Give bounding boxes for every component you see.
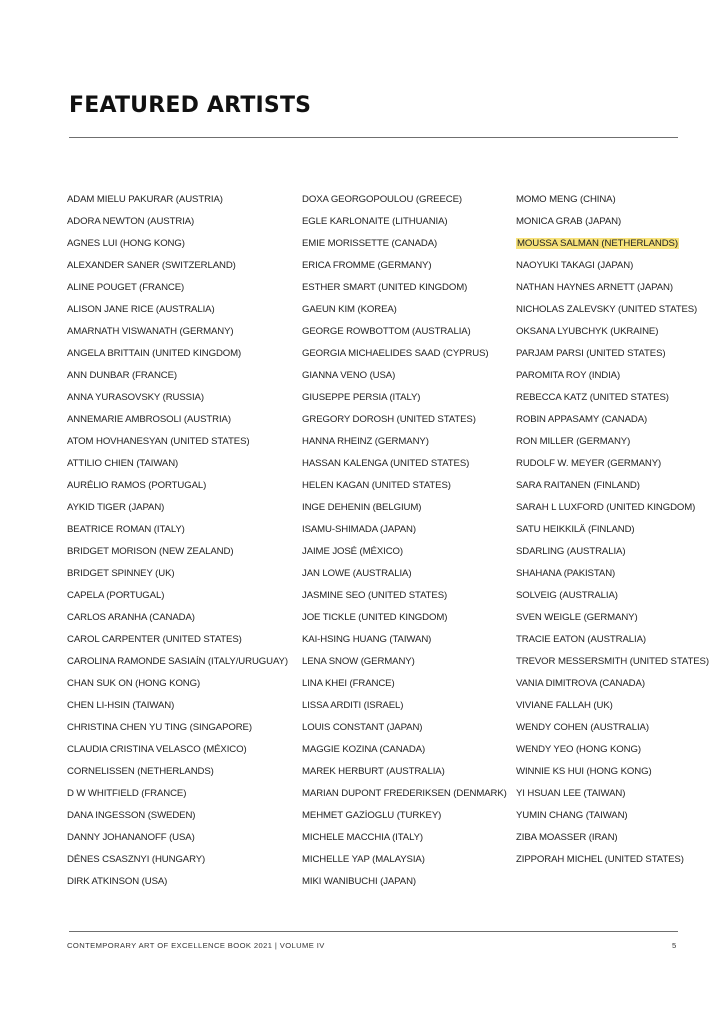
artist-list-item bbox=[302, 739, 507, 761]
artist-name: ERICA FROMME (GERMANY) bbox=[302, 260, 432, 271]
artist-list-item bbox=[516, 277, 709, 299]
artist-list-item bbox=[516, 717, 709, 739]
artist-list-item bbox=[516, 827, 709, 849]
artist-name: DOXA GEORGOPOULOU (GREECE) bbox=[302, 194, 462, 205]
artist-name: ATTILIO CHIEN (TAIWAN) bbox=[67, 458, 179, 469]
artist-name: EGLE KARLONAITE (LITHUANIA) bbox=[302, 216, 448, 227]
artist-list-item bbox=[67, 783, 288, 805]
artist-list-item bbox=[302, 849, 507, 871]
artist-list-item bbox=[302, 475, 507, 497]
artist-name: GREGORY DOROSH (UNITED STATES) bbox=[302, 414, 476, 425]
artist-list-item bbox=[302, 321, 507, 343]
artist-list-item bbox=[67, 849, 288, 871]
artist-list-item bbox=[67, 739, 288, 761]
artist-list-item bbox=[302, 761, 507, 783]
artist-list-item bbox=[302, 871, 507, 893]
artist-name: RON MILLER (GERMANY) bbox=[516, 436, 631, 447]
artist-list-item bbox=[516, 541, 709, 563]
artist-list-item bbox=[302, 783, 507, 805]
artist-name: MAGGIE KOZINA (CANADA) bbox=[302, 744, 426, 755]
artist-list-item bbox=[67, 431, 288, 453]
artist-name: YI HSUAN LEE (TAIWAN) bbox=[516, 788, 626, 799]
artist-name: ANN DUNBAR (FRANCE) bbox=[67, 370, 178, 381]
artist-name: HELEN KAGAN (UNITED STATES) bbox=[302, 480, 451, 491]
artist-list-item bbox=[302, 365, 507, 387]
artist-list-item bbox=[67, 629, 288, 651]
artist-list-item bbox=[302, 585, 507, 607]
artist-name: DANNY JOHANANOFF (USA) bbox=[67, 832, 195, 843]
artist-name: ZIPPORAH MICHEL (UNITED STATES) bbox=[516, 854, 684, 865]
artist-list-item bbox=[302, 827, 507, 849]
artist-name: NATHAN HAYNES ARNETT (JAPAN) bbox=[516, 282, 673, 293]
artist-list-item bbox=[302, 431, 507, 453]
artist-list-item bbox=[67, 519, 288, 541]
artist-name: MIKI WANIBUCHI (JAPAN) bbox=[302, 876, 416, 887]
artist-list-item bbox=[67, 805, 288, 827]
artist-name: VIVIANE FALLAH (UK) bbox=[516, 700, 613, 711]
artist-list-item bbox=[302, 673, 507, 695]
artist-list-item bbox=[67, 497, 288, 519]
artist-column-1 bbox=[67, 189, 288, 893]
artist-list-item bbox=[516, 409, 709, 431]
artist-name: TREVOR MESSERSMITH (UNITED STATES) bbox=[516, 656, 709, 667]
artist-name: SDARLING (AUSTRALIA) bbox=[516, 546, 626, 557]
artist-name: AMARNATH VISWANATH (GERMANY) bbox=[67, 326, 234, 337]
artist-list-item bbox=[516, 299, 709, 321]
artist-list-item bbox=[67, 673, 288, 695]
artist-list-item bbox=[516, 607, 709, 629]
artist-name: ALINE POUGET (FRANCE) bbox=[67, 282, 185, 293]
artist-name: ESTHER SMART (UNITED KINGDOM) bbox=[302, 282, 468, 293]
artist-list-item bbox=[67, 211, 288, 233]
artist-list-item bbox=[67, 277, 288, 299]
artist-name: AURÉLIO RAMOS (PORTUGAL) bbox=[67, 480, 207, 491]
artist-name: RUDOLF W. MEYER (GERMANY) bbox=[516, 458, 662, 469]
artist-list-item bbox=[67, 409, 288, 431]
footer-divider bbox=[69, 931, 678, 932]
artist-name: BRIDGET MORISON (NEW ZEALAND) bbox=[67, 546, 234, 557]
artist-list-item bbox=[67, 299, 288, 321]
artist-list-item bbox=[302, 629, 507, 651]
artist-name: BEATRICE ROMAN (ITALY) bbox=[67, 524, 185, 535]
artist-name: SARA RAITANEN (FINLAND) bbox=[516, 480, 640, 491]
artist-list-item bbox=[302, 255, 507, 277]
artist-list-item bbox=[67, 695, 288, 717]
artist-list-item bbox=[516, 849, 709, 871]
artist-name: EMIE MORISSETTE (CANADA) bbox=[302, 238, 438, 249]
artist-list-item bbox=[302, 343, 507, 365]
title-divider bbox=[69, 137, 678, 138]
artist-name: PAROMITA ROY (INDIA) bbox=[516, 370, 621, 381]
artist-name: MEHMET GAZİOGLU (TURKEY) bbox=[302, 810, 442, 821]
artist-list-item bbox=[302, 563, 507, 585]
artist-name: INGE DEHENIN (BELGIUM) bbox=[302, 502, 422, 513]
artist-name-highlighted: MOUSSA SALMAN (NETHERLANDS) bbox=[517, 238, 678, 249]
artist-list-item bbox=[516, 211, 709, 233]
artist-list-item bbox=[516, 189, 709, 211]
artist-name: SHAHANA (PAKISTAN) bbox=[516, 568, 616, 579]
artist-name: JAN LOWE (AUSTRALIA) bbox=[302, 568, 412, 579]
artist-name: CAPELA (PORTUGAL) bbox=[67, 590, 165, 601]
artist-name: WINNIE KS HUI (HONG KONG) bbox=[516, 766, 652, 777]
artist-list-item bbox=[516, 783, 709, 805]
artist-name: PARJAM PARSI (UNITED STATES) bbox=[516, 348, 666, 359]
artist-name: CHAN SUK ON (HONG KONG) bbox=[67, 678, 201, 689]
artist-name: TRACIE EATON (AUSTRALIA) bbox=[516, 634, 646, 645]
artist-list-item bbox=[302, 651, 507, 673]
artist-name: ZIBA MOASSER (IRAN) bbox=[516, 832, 618, 843]
artist-name: SATU HEIKKILÄ (FINLAND) bbox=[516, 524, 635, 535]
artist-name: BRIDGET SPINNEY (UK) bbox=[67, 568, 175, 579]
artist-name: MOMO MENG (CHINA) bbox=[516, 194, 616, 205]
artist-name: CARLOS ARANHA (CANADA) bbox=[67, 612, 195, 623]
page-number: 5 bbox=[672, 941, 677, 950]
artist-list-item bbox=[516, 343, 709, 365]
artist-name: SVEN WEIGLE (GERMANY) bbox=[516, 612, 638, 623]
artist-list-item bbox=[67, 365, 288, 387]
artist-list-item bbox=[516, 695, 709, 717]
artist-list-item bbox=[67, 475, 288, 497]
artist-list-item bbox=[516, 233, 709, 255]
artist-list-item bbox=[302, 695, 507, 717]
artist-name: ALISON JANE RICE (AUSTRALIA) bbox=[67, 304, 215, 315]
artist-list-item bbox=[302, 519, 507, 541]
artist-name: LISSA ARDITI (ISRAEL) bbox=[302, 700, 404, 711]
artist-list-item bbox=[302, 387, 507, 409]
artist-list-item bbox=[516, 739, 709, 761]
artist-list-item bbox=[67, 871, 288, 893]
artist-name: LINA KHEI (FRANCE) bbox=[302, 678, 395, 689]
artist-name: YUMIN CHANG (TAIWAN) bbox=[516, 810, 628, 821]
artist-list-item bbox=[516, 805, 709, 827]
footer-text: CONTEMPORARY ART OF EXCELLENCE BOOK 2021 | VOLUME IV bbox=[67, 941, 325, 950]
artist-name: HANNA RHEINZ (GERMANY) bbox=[302, 436, 429, 447]
artist-column-3 bbox=[516, 189, 709, 871]
artist-list-item bbox=[302, 211, 507, 233]
artist-name: GEORGE ROWBOTTOM (AUSTRALIA) bbox=[302, 326, 471, 337]
artist-list-item bbox=[67, 453, 288, 475]
artist-name: NAOYUKI TAKAGI (JAPAN) bbox=[516, 260, 634, 271]
artist-name: VANIA DIMITROVA (CANADA) bbox=[516, 678, 645, 689]
artist-list-item bbox=[67, 233, 288, 255]
artist-list-item bbox=[516, 497, 709, 519]
artist-name: WENDY YEO (HONG KONG) bbox=[516, 744, 641, 755]
artist-name: LENA SNOW (GERMANY) bbox=[302, 656, 415, 667]
artist-list-item bbox=[67, 189, 288, 211]
artist-name: HASSAN KALENGA (UNITED STATES) bbox=[302, 458, 470, 469]
artist-list-item bbox=[67, 387, 288, 409]
artist-name: KAI-HSING HUANG (TAIWAN) bbox=[302, 634, 432, 645]
page-title: FEATURED ARTISTS bbox=[69, 93, 312, 118]
artist-name: ISAMU-SHIMADA (JAPAN) bbox=[302, 524, 416, 535]
artist-list-item bbox=[67, 827, 288, 849]
artist-name: MARIAN DUPONT FREDERIKSEN (DENMARK) bbox=[302, 788, 507, 799]
artist-name: MONICA GRAB (JAPAN) bbox=[516, 216, 622, 227]
artist-name: JAIME JOSÉ (MÉXICO) bbox=[302, 546, 403, 557]
artist-name: ANNEMARIE AMBROSOLI (AUSTRIA) bbox=[67, 414, 231, 425]
artist-name: WENDY COHEN (AUSTRALIA) bbox=[516, 722, 649, 733]
artist-list-item bbox=[516, 563, 709, 585]
artist-name: CLAUDIA CRISTINA VELASCO (MÉXICO) bbox=[67, 744, 247, 755]
artist-list-item bbox=[67, 717, 288, 739]
artist-list-item bbox=[302, 233, 507, 255]
artist-name: ROBIN APPASAMY (CANADA) bbox=[516, 414, 648, 425]
artist-name: MAREK HERBURT (AUSTRALIA) bbox=[302, 766, 445, 777]
artist-name: AGNES LUI (HONG KONG) bbox=[67, 238, 185, 249]
artist-name: CHEN LI-HSIN (TAIWAN) bbox=[67, 700, 175, 711]
artist-name: GIANNA VENO (USA) bbox=[302, 370, 396, 381]
artist-list-item bbox=[516, 629, 709, 651]
artist-name: ALEXANDER SANER (SWITZERLAND) bbox=[67, 260, 236, 271]
artist-list-item bbox=[302, 717, 507, 739]
artist-name: CORNELISSEN (NETHERLANDS) bbox=[67, 766, 214, 777]
artist-name: AYKID TIGER (JAPAN) bbox=[67, 502, 165, 513]
artist-name: ATOM HOVHANESYAN (UNITED STATES) bbox=[67, 436, 250, 447]
artist-list-item bbox=[67, 541, 288, 563]
artist-list-item bbox=[516, 453, 709, 475]
artist-name: CAROLINA RAMONDE SASIAÍN (ITALY/URUGUAY) bbox=[67, 656, 288, 667]
artist-list-item bbox=[302, 541, 507, 563]
artist-name: NICHOLAS ZALEVSKY (UNITED STATES) bbox=[516, 304, 698, 315]
artist-list-item bbox=[67, 585, 288, 607]
artist-list-item bbox=[67, 607, 288, 629]
artist-list-item bbox=[302, 607, 507, 629]
artist-name: REBECCA KATZ (UNITED STATES) bbox=[516, 392, 669, 403]
artist-name: SARAH L LUXFORD (UNITED KINGDOM) bbox=[516, 502, 696, 513]
artist-list-item bbox=[516, 387, 709, 409]
artist-list-item bbox=[67, 761, 288, 783]
artist-name: OKSANA LYUBCHYK (UKRAINE) bbox=[516, 326, 659, 337]
artist-list-item bbox=[516, 255, 709, 277]
artist-list-item bbox=[67, 255, 288, 277]
artist-list-item bbox=[302, 805, 507, 827]
artist-list-item bbox=[516, 321, 709, 343]
artist-name: ANGELA BRITTAIN (UNITED KINGDOM) bbox=[67, 348, 242, 359]
artist-list-item bbox=[302, 277, 507, 299]
artist-name: D W WHITFIELD (FRANCE) bbox=[67, 788, 187, 799]
artist-list-item bbox=[67, 321, 288, 343]
artist-name: MICHELE MACCHIA (ITALY) bbox=[302, 832, 424, 843]
artist-list-item bbox=[302, 453, 507, 475]
artist-list-item bbox=[516, 519, 709, 541]
artist-name: CAROL CARPENTER (UNITED STATES) bbox=[67, 634, 242, 645]
artist-list-item bbox=[516, 475, 709, 497]
artist-list-item bbox=[516, 651, 709, 673]
artist-list-item bbox=[67, 651, 288, 673]
artist-name: ADORA NEWTON (AUSTRIA) bbox=[67, 216, 195, 227]
artist-name: SOLVEIG (AUSTRALIA) bbox=[516, 590, 618, 601]
artist-list-item bbox=[67, 563, 288, 585]
artist-list-item bbox=[516, 761, 709, 783]
artist-name: ANNA YURASOVSKY (RUSSIA) bbox=[67, 392, 204, 403]
artist-name: DÉNES CSASZNYI (HUNGARY) bbox=[67, 854, 206, 865]
artist-name: CHRISTINA CHEN YU TING (SINGAPORE) bbox=[67, 722, 252, 733]
artist-list-item bbox=[67, 343, 288, 365]
artist-list-item bbox=[302, 409, 507, 431]
artist-name: GEORGIA MICHAELIDES SAAD (CYPRUS) bbox=[302, 348, 489, 359]
artist-name: JOE TICKLE (UNITED KINGDOM) bbox=[302, 612, 448, 623]
artist-list-item bbox=[302, 299, 507, 321]
artist-name: MICHELLE YAP (MALAYSIA) bbox=[302, 854, 425, 865]
artist-name: GAEUN KIM (KOREA) bbox=[302, 304, 397, 315]
artist-name: DIRK ATKINSON (USA) bbox=[67, 876, 168, 887]
artist-name: GIUSEPPE PERSIA (ITALY) bbox=[302, 392, 421, 403]
artist-list-item bbox=[302, 497, 507, 519]
artist-name: ADAM MIELU PAKURAR (AUSTRIA) bbox=[67, 194, 223, 205]
artist-list-item bbox=[302, 189, 507, 211]
artist-list-item bbox=[516, 431, 709, 453]
artist-list-item bbox=[516, 585, 709, 607]
artist-name: JASMINE SEO (UNITED STATES) bbox=[302, 590, 448, 601]
artist-list-item bbox=[516, 365, 709, 387]
artist-name: DANA INGESSON (SWEDEN) bbox=[67, 810, 196, 821]
artist-list-item bbox=[516, 673, 709, 695]
artist-column-2 bbox=[302, 189, 507, 893]
artist-name: LOUIS CONSTANT (JAPAN) bbox=[302, 722, 423, 733]
